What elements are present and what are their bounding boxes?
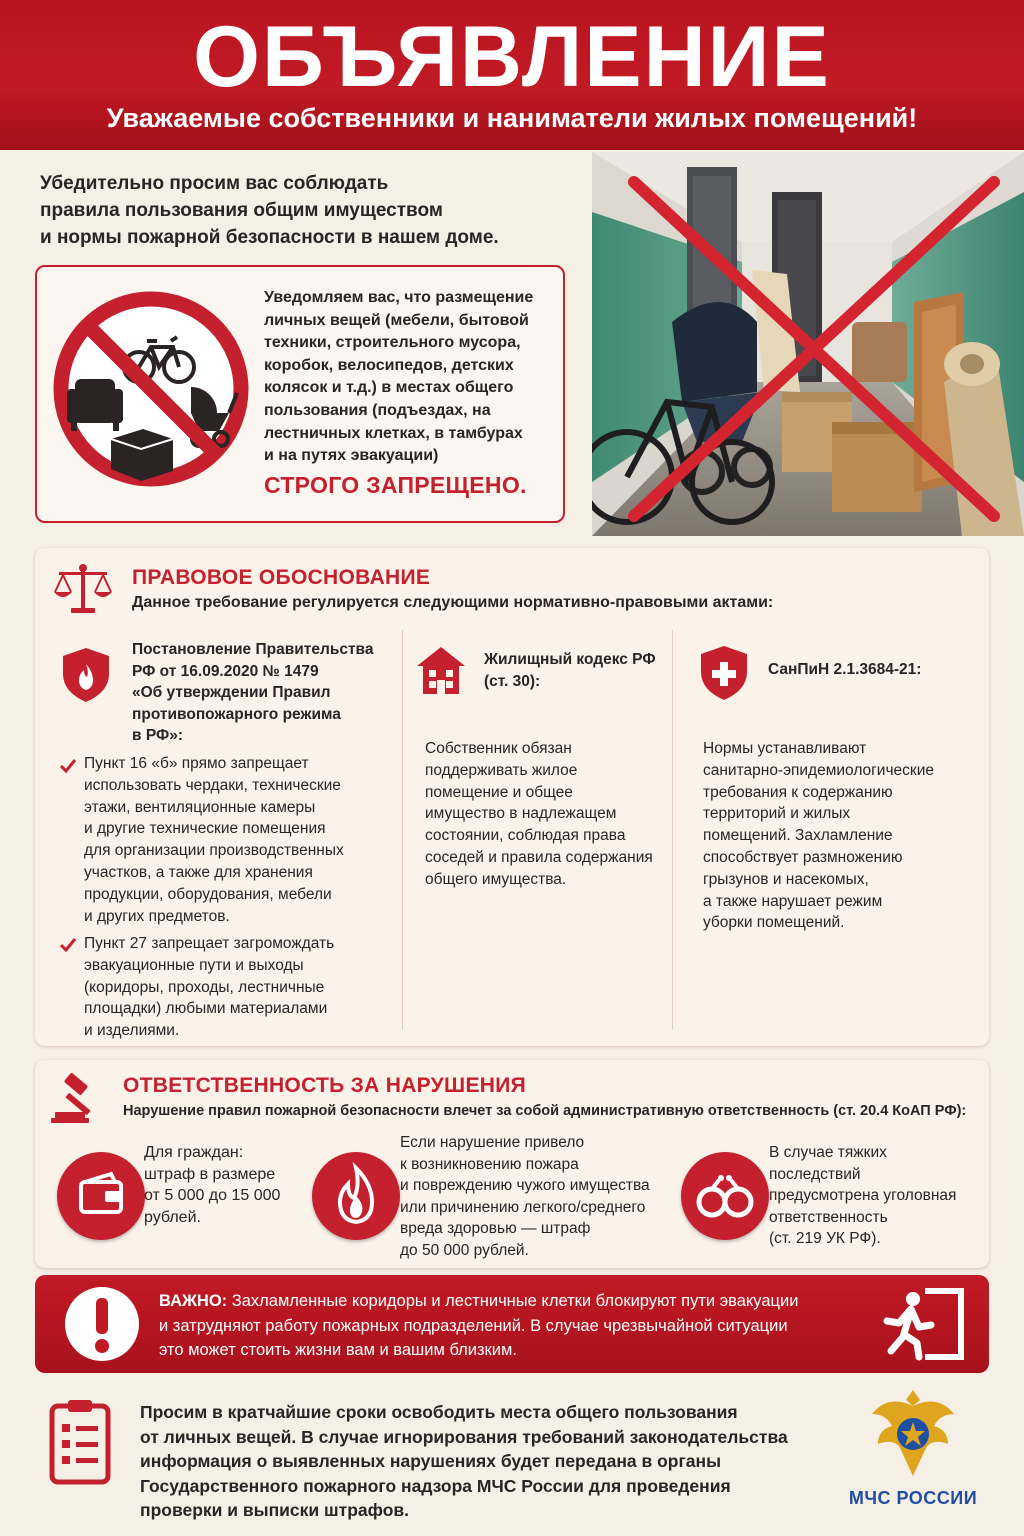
warning-line: это может стоить жизни вам и вашим близким. xyxy=(159,1341,517,1359)
notice-line: коробок, велосипедов, детских xyxy=(264,356,514,374)
col3-line: территорий и жилых xyxy=(703,805,851,823)
liability-line: штраф в размере xyxy=(144,1165,276,1183)
notice-line: техники, строительного мусора, xyxy=(264,334,521,352)
mchs-emblem xyxy=(868,1384,958,1484)
liability-line: Для граждан: xyxy=(144,1144,244,1161)
col1-heading-line: Постановление Правительства xyxy=(132,641,374,658)
liability-line: и повреждению чужого имущества xyxy=(400,1177,650,1194)
liability-line: к возникновению пожара xyxy=(400,1155,579,1173)
warning-text xyxy=(159,1289,859,1363)
col1-item-1 xyxy=(84,753,384,927)
exclamation-icon xyxy=(62,1284,142,1364)
wallet-icon xyxy=(57,1152,145,1240)
col3-heading xyxy=(768,659,978,681)
legal-subtitle: Данное требование регулируется следующими нормативно-правовыми актами: xyxy=(132,594,774,611)
intro-line: Убедительно просим вас соблюдать xyxy=(40,173,389,194)
col1-item-line: и других предметов. xyxy=(84,907,230,925)
liability-line: ответственность xyxy=(769,1208,888,1226)
corridor-illustration xyxy=(592,152,1024,536)
col3-text xyxy=(703,738,983,934)
liability-item-2 xyxy=(400,1132,680,1261)
warning-line: и затрудняют работу пожарных подразделений. В случае чрезвычайной ситуации xyxy=(159,1316,788,1335)
liability-item-3 xyxy=(769,1142,979,1250)
notice-line: колясок и т.д.) в местах общего xyxy=(264,379,514,397)
col1-item-line: продукции, оборудования, мебели xyxy=(84,885,332,903)
liability-line: В случае тяжких xyxy=(769,1144,887,1161)
col2-heading-line: Жилищный кодекс РФ xyxy=(484,651,656,668)
checkmark-icon xyxy=(59,937,77,953)
notice-box xyxy=(35,265,565,523)
liability-line: предусмотрена уголовная xyxy=(769,1187,957,1204)
clipboard-checklist-icon xyxy=(48,1398,112,1486)
liability-title: ОТВЕТСТВЕННОСТЬ ЗА НАРУШЕНИЯ xyxy=(123,1074,527,1097)
fire-icon xyxy=(312,1152,400,1240)
checkmark-icon xyxy=(59,758,77,774)
liability-line: (ст. 219 УК РФ). xyxy=(769,1230,881,1247)
notice-line: пользования (подъездах, на xyxy=(264,401,491,419)
col3-heading-line: СанПиН 2.1.3684-21: xyxy=(768,661,922,678)
col3-line: Нормы устанавливают xyxy=(703,740,867,757)
col2-text xyxy=(425,738,685,891)
intro-text xyxy=(40,170,570,251)
house-icon xyxy=(415,644,467,696)
legal-basis-panel xyxy=(35,548,989,1046)
liability-line: или причинению легкого/среднего xyxy=(400,1198,646,1216)
col2-line: помещение и общее xyxy=(425,783,573,801)
page-subtitle: Уважаемые собственники и наниматели жилых помещений! xyxy=(106,103,918,133)
col1-item-line: этажи, вентиляционные камеры xyxy=(84,798,316,816)
warning-banner xyxy=(35,1275,989,1373)
footer-line: информация о выявленных нарушениях будет передана в органы xyxy=(140,1451,722,1471)
col3-line: требования к содержанию xyxy=(703,783,893,801)
col3-line: способствует размножению xyxy=(703,848,903,866)
liability-panel xyxy=(35,1060,989,1268)
liability-item-1 xyxy=(144,1142,324,1228)
col1-item-2 xyxy=(84,933,384,1042)
col1-item-line: Пункт 27 запрещает загромождать xyxy=(84,935,335,952)
liability-subtitle: Нарушение правил пожарной безопасности влечет за собой административную ответственность (ст. 20.4 КоАП РФ): xyxy=(123,1103,967,1119)
page-title: ОБЪЯВЛЕНИЕ xyxy=(193,9,831,105)
footer-line: проверки и выписки штрафов. xyxy=(140,1500,410,1520)
col1-item-line: (коридоры, проходы, лестничные xyxy=(84,978,325,996)
fire-shield-icon xyxy=(59,646,113,704)
col2-line: имущество в надлежащем xyxy=(425,805,617,823)
col3-line: помещений. Захламление xyxy=(703,827,893,845)
legal-title: ПРАВОВОЕ ОБОСНОВАНИЕ xyxy=(132,566,431,589)
no-personal-items-icon xyxy=(51,289,251,489)
col1-item-line: участков, а также для хранения xyxy=(84,863,313,881)
col1-heading xyxy=(132,639,402,747)
col1-item-line: и другие технические помещения xyxy=(84,820,326,838)
col1-heading-line: в РФ»: xyxy=(132,727,183,744)
mchs-label: МЧС РОССИИ xyxy=(848,1488,978,1508)
col1-item-line: и изделиями. xyxy=(84,1022,180,1040)
column-divider xyxy=(402,630,403,1030)
handcuffs-icon xyxy=(681,1152,769,1240)
col2-heading xyxy=(484,649,684,692)
col2-line: соседей и правила содержания xyxy=(425,848,653,866)
col2-line: Собственник обязан xyxy=(425,740,572,757)
footer-line: от личных вещей. В случае игнорирования требований законодательства xyxy=(140,1426,788,1447)
col3-line: а также нарушает режим xyxy=(703,892,883,910)
medical-shield-icon xyxy=(697,644,751,702)
notice-line: личных вещей (мебели, бытовой xyxy=(264,311,529,329)
warning-line: Захламленные коридоры и лестничные клетки блокируют пути эвакуации xyxy=(227,1292,799,1310)
notice-text xyxy=(264,287,556,468)
gavel-icon xyxy=(51,1072,113,1124)
col3-line: уборки помещений. xyxy=(703,914,845,932)
footer-text xyxy=(140,1400,840,1523)
col1-item-line: Пункт 16 «б» прямо запрещает xyxy=(84,755,309,772)
col2-line: состоянии, соблюдая права xyxy=(425,827,626,845)
header-banner xyxy=(0,0,1024,150)
scales-icon xyxy=(53,562,113,616)
col2-heading-line: (ст. 30): xyxy=(484,672,541,690)
col1-item-line: эвакуационные пути и выходы xyxy=(84,956,304,974)
col1-item-line: для организации производственных xyxy=(84,842,344,860)
intro-line: правила пользования общим имуществом xyxy=(40,200,443,221)
col1-heading-line: «Об утверждении Правил xyxy=(132,684,331,701)
col2-line: общего имущества. xyxy=(425,870,567,888)
col3-line: грызунов и насекомых, xyxy=(703,870,869,888)
column-divider xyxy=(672,630,673,1030)
footer-line: Просим в кратчайшие сроки освободить места общего пользования xyxy=(140,1402,738,1422)
footer-line: Государственного пожарного надзора МЧС России для проведения xyxy=(140,1475,731,1496)
col2-line: поддерживать жилое xyxy=(425,761,578,779)
liability-line: до 50 000 рублей. xyxy=(400,1241,529,1259)
forbidden-label: СТРОГО ЗАПРЕЩЕНО. xyxy=(264,472,527,498)
col3-line: санитарно-эпидемиологические xyxy=(703,761,934,779)
liability-line: Если нарушение привело xyxy=(400,1134,585,1151)
col1-item-line: использовать чердаки, технические xyxy=(84,776,341,794)
col1-item-line: площадки) любыми материалами xyxy=(84,1000,328,1018)
col1-heading-line: противопожарного режима xyxy=(132,705,341,723)
liability-line: от 5 000 до 15 000 xyxy=(144,1187,281,1204)
warning-label: ВАЖНО: xyxy=(159,1292,228,1310)
col1-heading-line: РФ от 16.09.2020 № 1479 xyxy=(132,662,319,680)
emergency-exit-icon xyxy=(873,1287,965,1361)
intro-line: и нормы пожарной безопасности в нашем доме. xyxy=(40,227,499,248)
cluttered-corridor-photo xyxy=(592,152,1024,536)
notice-line: лестничных клетках, в тамбурах xyxy=(264,424,523,442)
liability-line: рублей. xyxy=(144,1208,201,1226)
liability-line: вреда здоровью — штраф xyxy=(400,1220,591,1237)
notice-line: Уведомляем вас, что размещение xyxy=(264,289,534,306)
liability-line: последствий xyxy=(769,1165,861,1183)
notice-line: и на путях эвакуации) xyxy=(264,447,439,465)
